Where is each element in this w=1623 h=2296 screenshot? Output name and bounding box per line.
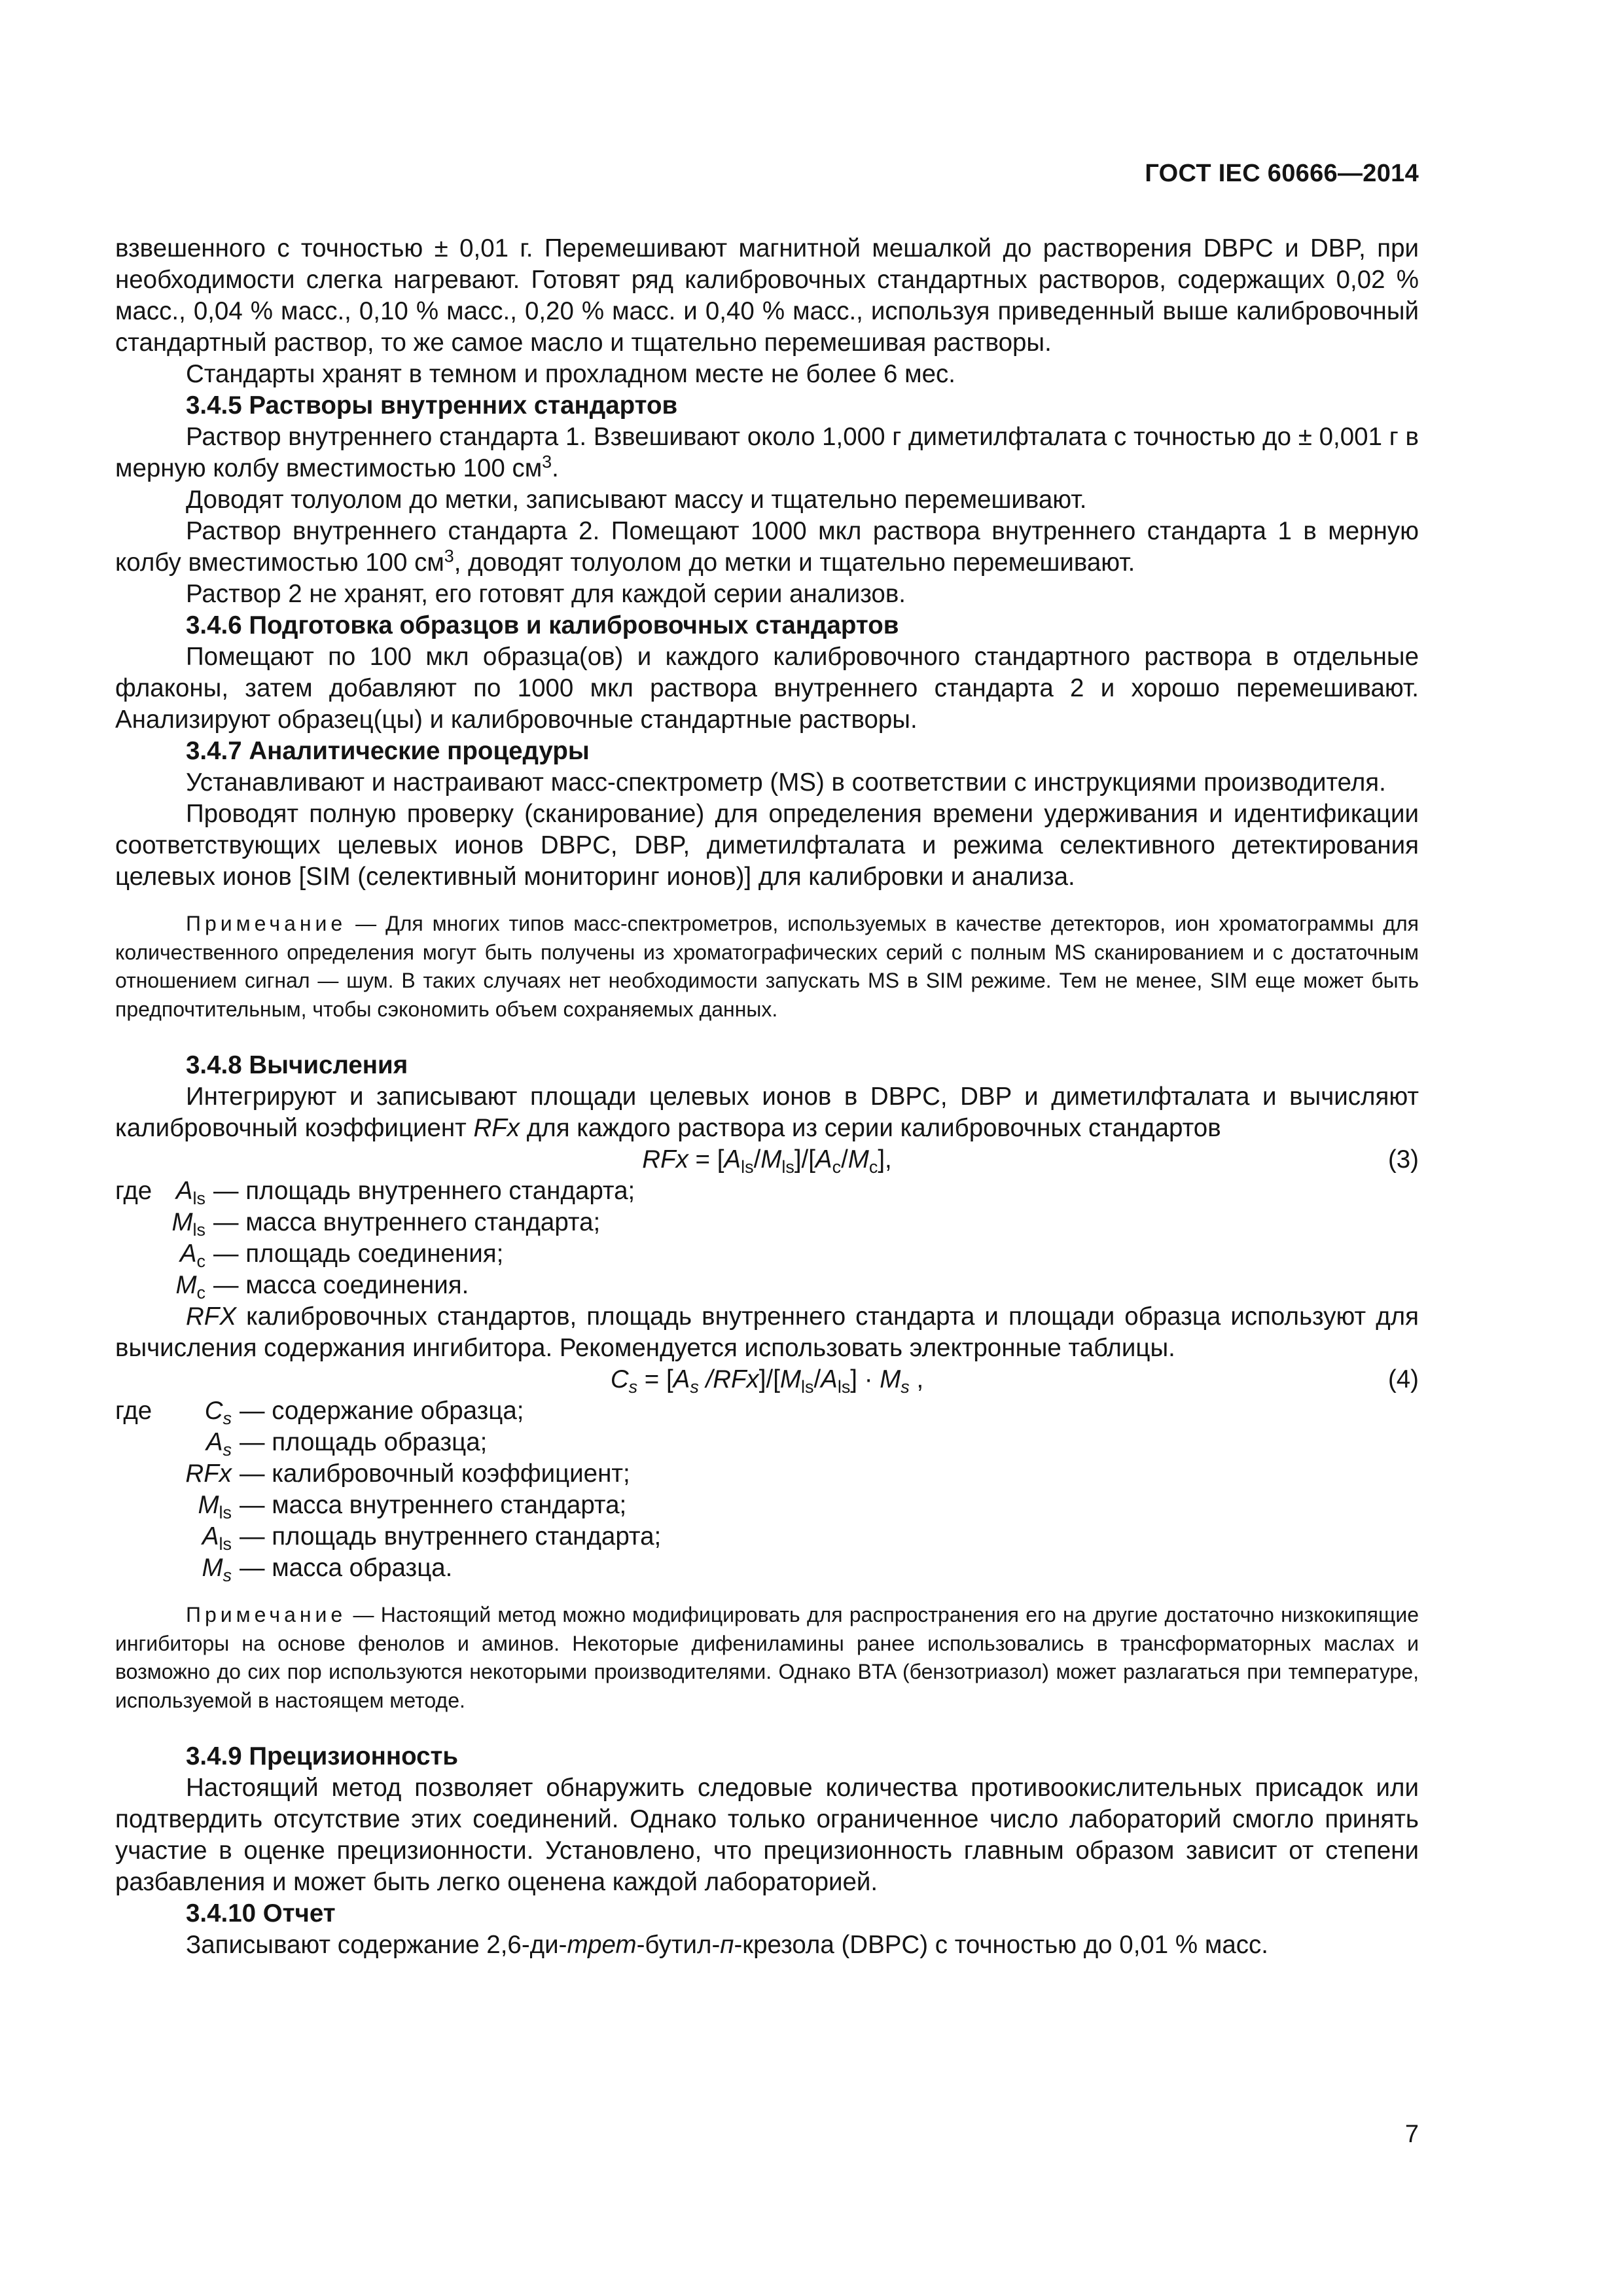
document-body xyxy=(115,233,1419,1961)
s348-p1-text-a: Интегрируют и записывают площади целевых ионов в DBPC, DBP и диметилфталата и вычисляют калибровочный коэффициент xyxy=(115,1083,1419,1142)
section-3-4-5-paragraph-3 xyxy=(115,516,1419,579)
section-3-4-10-paragraph-1 xyxy=(115,1929,1419,1961)
where-1-item-4 xyxy=(115,1270,1419,1301)
f4-al-sub: ls xyxy=(837,1377,851,1397)
where-2-symbol: $A_s$ xyxy=(205,1428,232,1460)
f3-lhs: RFx xyxy=(642,1145,688,1174)
f3-mid: ]/[ xyxy=(794,1145,815,1174)
where-1-symbol: $A_{ls}$ xyxy=(175,1177,205,1209)
where-1-text: — масса соединения. xyxy=(213,1271,469,1299)
section-3-4-8-paragraph-1 xyxy=(115,1081,1419,1144)
s345-p3-text-a: Раствор внутреннего стандарта 2. Помещают 1000 мкл раствора внутреннего стандарта 1 в мерную колбу вместимостью 100 см xyxy=(115,517,1419,577)
where-1-symbol: $A_c$ xyxy=(179,1240,205,1272)
where-2-symbol: RFx xyxy=(185,1460,232,1488)
where-2-symbol: $M_{ls}$ xyxy=(198,1491,232,1523)
s3410-text-c: -крезола (DBPC) с точностью до 0,01 % масс. xyxy=(734,1931,1268,1959)
where-2-text: — площадь внутреннего стандарта; xyxy=(240,1522,662,1551)
note-label: Примечание xyxy=(186,1603,347,1626)
f3-mc-sub: c xyxy=(868,1157,878,1177)
where-2-item-3 xyxy=(115,1458,1419,1490)
section-3-4-5-paragraph-1 xyxy=(115,422,1419,484)
where-list-2 xyxy=(115,1395,1419,1584)
f4-eq: = [ xyxy=(637,1365,673,1393)
section-3-4-9-heading: 3.4.9 Прецизионность xyxy=(186,1742,459,1770)
section-3-4-6-heading: 3.4.6 Подготовка образцов и калибровочных стандартов xyxy=(186,611,899,639)
note-label: Примечание xyxy=(186,912,347,935)
where-1-symbol: $M_{ls}$ xyxy=(171,1208,205,1240)
f3-a-sub: ls xyxy=(741,1157,754,1177)
f3-a: A xyxy=(724,1145,741,1174)
where-2-text: — масса внутреннего стандарта; xyxy=(240,1491,627,1519)
f4-m-sub: ls xyxy=(800,1377,814,1397)
s3410-text-a: Записывают содержание 2,6-ди- xyxy=(186,1931,567,1959)
formula-4-expression xyxy=(115,1364,1419,1395)
section-3-4-7-paragraph-2: Проводят полную проверку (сканирование) для определения времени удерживания и идентификации соответствующих целевых ионов DBPC, DBP, диметилфталата и режима селективного детектирования целевых ионов [SIM (селективный мониторинг ионов)] для калибровки и анализа. xyxy=(115,800,1419,891)
section-3-4-7-heading: 3.4.7 Аналитические процедуры xyxy=(186,737,590,765)
where-2-item-6 xyxy=(115,1552,1419,1584)
note-text: — Настоящий метод можно модифицировать для распространения его на другие достаточно низкокипящие ингибиторы на основе фенолов и аминов. Некоторые дифениламины ранее использовались в трансформаторных маслах и возможно до сих пор используются некоторыми производителями. Однако BTA (бензотриазол) может разлагаться при температуре, используемой в настоящем методе. xyxy=(115,1603,1419,1712)
formula-3-number: (3) xyxy=(1387,1145,1419,1174)
s348-p1-rfx: RFx xyxy=(473,1114,520,1142)
f3-mc: M xyxy=(847,1145,869,1174)
where-2-item-5 xyxy=(115,1521,1419,1552)
intro-paragraph-1: взвешенного с точностью ± 0,01 г. Перемешивают магнитной мешалкой до растворения DBPC и DBP, при необходимости слегка нагревают. Готовят ряд калибровочных стандартных растворов, содержащих 0,02 % масс., 0,04 % масс., 0,10 % масс., 0,20 % масс. и 0,40 % масс., используя приведенный выше калибровочный стандартный раствор, то же самое масло и тщательно перемешивая растворы. xyxy=(115,234,1419,357)
where-2-text: — калибровочный коэффициент; xyxy=(240,1460,630,1488)
s3410-p: п xyxy=(720,1931,734,1959)
where-1-text: — масса внутреннего стандарта; xyxy=(213,1208,601,1236)
where-list-1 xyxy=(115,1175,1419,1301)
where-2-symbol: $M_s$ xyxy=(202,1554,232,1586)
s345-p3-text-b: , доводят толуолом до метки и тщательно перемешивают. xyxy=(454,548,1135,577)
where-1-item-2 xyxy=(115,1207,1419,1238)
where-2-label: где xyxy=(115,1397,152,1425)
section-3-4-5-paragraph-4: Раствор 2 не хранят, его готовят для каждой серии анализов. xyxy=(186,580,906,608)
where-2-symbol: $A_{ls}$ xyxy=(202,1522,232,1554)
s345-p1-text: Раствор внутреннего стандарта 1. Взвешивают около 1,000 г диметилфталата с точностью до ± 0,001 г в мерную колбу вместимостью 100 см xyxy=(115,423,1419,482)
f4-mid: ]/[ xyxy=(758,1365,780,1393)
section-3-4-6-paragraph-1: Помещают по 100 мкл образца(ов) и каждого калибровочного стандартного раствора в отдельные флаконы, затем добавляют по 1000 мкл раствора внутреннего стандарта 2 и хорошо перемешивают. Анализируют образец(цы) и калибровочные стандартные растворы. xyxy=(115,643,1419,734)
f4-c: C xyxy=(610,1365,629,1393)
where-2-item-1 xyxy=(115,1395,1419,1427)
where-2-symbol: $C_s$ xyxy=(204,1397,232,1429)
section-3-4-7-note xyxy=(115,910,1419,1024)
where-1-item-1 xyxy=(115,1175,1419,1207)
f3-c: A xyxy=(815,1145,832,1174)
page-number: 7 xyxy=(1404,2121,1419,2148)
f4-ms-sub: s xyxy=(901,1377,910,1397)
section-3-4-8-paragraph-2 xyxy=(115,1301,1419,1364)
formula-4 xyxy=(115,1364,1419,1395)
formula-3-expression xyxy=(115,1144,1419,1175)
section-3-4-9-paragraph-1: Настоящий метод позволяет обнаружить следовые количества противоокислительных присадок или подтвердить отсутствие этих соединений. Однако только ограниченное число лабораторий смогло принять участие в оценке прецизионности. Установлено, что прецизионность главным образом зависит от степени разбавления и может быть легко оценена каждой лабораторией. xyxy=(115,1774,1419,1896)
where-2-item-4 xyxy=(115,1490,1419,1521)
f3-end: ], xyxy=(878,1145,892,1174)
where-2-item-2 xyxy=(115,1427,1419,1458)
formula-3 xyxy=(115,1144,1419,1175)
f4-c-sub: s xyxy=(628,1377,638,1397)
note-text: — Для многих типов масс-спектрометров, используемых в качестве детекторов, ион хроматограммы для количественного определения могут быть получены из хроматографических серий с полным MS сканированием и с достаточным отношением сигнал — шум. В таких случаях нет необходимости запускать MS в SIM режиме. Тем не менее, SIM еще может быть предпочтительным, чтобы сэкономить объем сохраняемых данных. xyxy=(115,912,1419,1021)
f4-rfx: /RFx xyxy=(698,1365,759,1393)
where-1-label: где xyxy=(115,1177,152,1205)
where-2-text: — содержание образца; xyxy=(240,1397,524,1425)
s3410-tret: трет xyxy=(567,1931,637,1959)
where-1-text: — площадь соединения; xyxy=(213,1240,504,1268)
s348-p2-text: калибровочных стандартов, площадь внутреннего стандарта и площади образца используют для вычисления содержания ингибитора. Рекомендуется использовать электронные таблицы. xyxy=(115,1302,1419,1362)
f4-end: , xyxy=(909,1365,924,1393)
f3-c-sub: c xyxy=(832,1157,842,1177)
f4-ms: M xyxy=(880,1365,901,1393)
f3-slash-2: / xyxy=(841,1145,848,1174)
f4-slash: / xyxy=(813,1365,821,1393)
where-1-symbol: $M_c$ xyxy=(175,1271,205,1303)
f4-a: A xyxy=(673,1365,690,1393)
f4-dot: ] · xyxy=(850,1365,880,1393)
f4-al: A xyxy=(821,1365,838,1393)
section-3-4-5-paragraph-2: Доводят толуолом до метки, записывают массу и тщательно перемешивают. xyxy=(186,486,1087,514)
where-2-text: — масса образца. xyxy=(240,1554,453,1582)
s345-p1-superscript: 3 xyxy=(542,452,552,472)
f3-eq: = [ xyxy=(688,1145,724,1174)
f3-slash-1: / xyxy=(753,1145,761,1174)
document-header-id: ГОСТ IEC 60666—2014 xyxy=(1145,160,1419,187)
s3410-text-b: -бутил- xyxy=(636,1931,721,1959)
section-3-4-5-heading: 3.4.5 Растворы внутренних стандартов xyxy=(186,391,678,420)
section-3-4-7-paragraph-1: Устанавливают и настраивают масс-спектрометр (MS) в соответствии с инструкциями производителя. xyxy=(186,768,1386,797)
s345-p3-superscript: 3 xyxy=(444,546,454,566)
formula-4-number: (4) xyxy=(1387,1365,1419,1393)
section-3-4-8-heading: 3.4.8 Вычисления xyxy=(186,1051,408,1079)
s348-p2-rfx: RFX xyxy=(186,1302,236,1331)
f3-m-sub: ls xyxy=(781,1157,794,1177)
f4-a-sub: s xyxy=(690,1377,699,1397)
f4-m: M xyxy=(779,1365,801,1393)
s348-p1-text-b: для каждого раствора из серии калибровочных стандартов xyxy=(520,1114,1221,1142)
where-1-item-3 xyxy=(115,1238,1419,1270)
f3-m: M xyxy=(760,1145,782,1174)
section-3-4-8-note xyxy=(115,1601,1419,1715)
intro-paragraph-2: Стандарты хранят в темном и прохладном месте не более 6 мес. xyxy=(186,360,955,388)
where-1-text: — площадь внутреннего стандарта; xyxy=(213,1177,635,1205)
where-2-text: — площадь образца; xyxy=(240,1428,488,1456)
section-3-4-10-heading: 3.4.10 Отчет xyxy=(186,1899,336,1928)
s345-p1-end: . xyxy=(552,454,559,482)
